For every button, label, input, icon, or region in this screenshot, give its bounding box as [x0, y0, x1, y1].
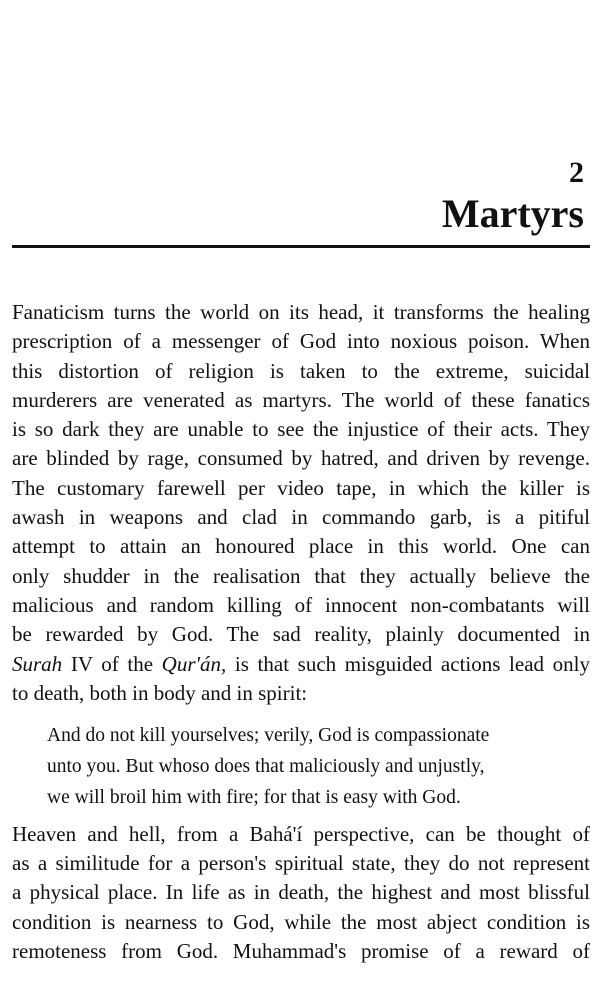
text-line: prescription of a messenger of God into noxious poison. When: [12, 329, 590, 354]
paragraph-1: [12, 298, 590, 708]
chapter-number: 2: [569, 156, 584, 189]
chapter-title: Martyrs: [441, 191, 584, 236]
surah-word: Surah: [12, 651, 63, 676]
chapter-heading: [12, 156, 588, 236]
text-line: The customary farewell per video tape, in which the killer is: [12, 475, 590, 500]
text-line: are blinded by rage, consumed by hatred, and driven by revenge.: [12, 446, 590, 471]
quote-line: we will broil him with fire; for that is easy with God.: [47, 787, 461, 808]
text-line: malicious and random killing of innocent non-combatants will: [12, 592, 590, 617]
surah-text-a: IV of the: [62, 651, 162, 676]
text-line: to death, both in body and in spirit:: [12, 680, 308, 705]
quran-word: Qur'án: [161, 651, 222, 676]
text-line: remoteness from God. Muhammad's promise of a reward of: [12, 938, 590, 963]
text-line: be rewarded by God. The sad reality, plainly documented in: [12, 622, 590, 647]
text-line: Heaven and hell, from a Bahá'í perspective, can be thought of: [12, 822, 590, 846]
quote-line: And do not kill yourselves; verily, God is compassionate: [47, 725, 490, 746]
surah-text-b: , is that such misguided actions lead only: [221, 651, 590, 676]
text-line: awash in weapons and clad in commando garb, is a pitiful: [12, 505, 590, 530]
chapter-divider: [12, 245, 590, 248]
text-line: murderers are venerated as martyrs. The world of these fanatics: [12, 387, 590, 412]
text-line: a physical place. In life as in death, the highest and most blissful: [12, 880, 590, 905]
text-line: is so dark they are unable to see the injustice of their acts. They: [12, 417, 590, 442]
text-line: Fanaticism turns the world on its head, it transforms the healing: [12, 300, 590, 324]
block-quote: [47, 720, 567, 813]
quote-line: unto you. But whoso does that maliciously and unjustly,: [47, 756, 485, 777]
text-line: this distortion of religion is taken to the extreme, suicidal: [12, 358, 590, 383]
text-line: attempt to attain an honoured place in this world. One can: [12, 534, 590, 559]
text-line: condition is nearness to God, while the most abject condition is: [12, 909, 590, 934]
text-line: as a similitude for a person's spiritual state, they do not represent: [12, 851, 590, 876]
text-line: only shudder in the realisation that they actually believe the: [12, 563, 590, 588]
text-line-surah: [12, 650, 590, 679]
paragraph-2: [12, 820, 590, 966]
